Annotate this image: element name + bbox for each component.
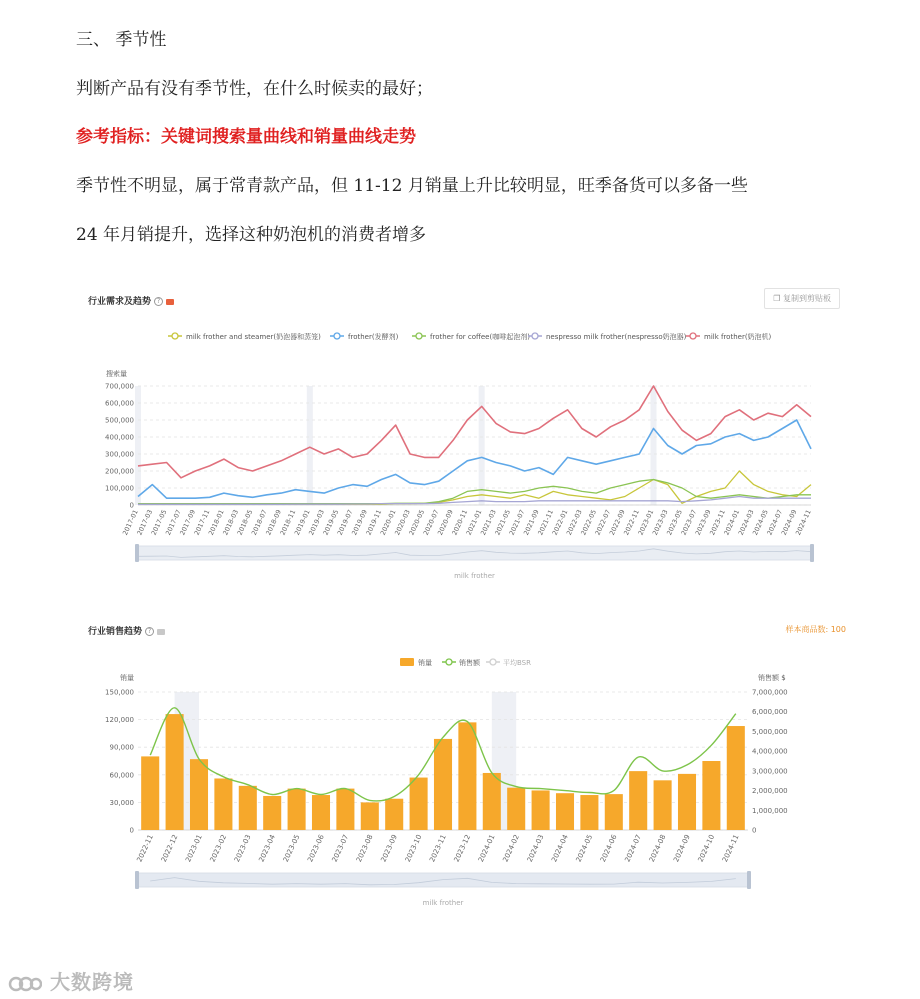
y-tick-label-1: 30,000 — [109, 798, 134, 807]
y2-tick-label-1: 1,000,000 — [752, 806, 788, 815]
y-tick-label-1: 100,000 — [105, 484, 134, 493]
bar-20 — [629, 771, 647, 830]
bar-22 — [678, 774, 696, 830]
legend-label-4: milk frother(奶泡机) — [704, 333, 772, 341]
x-tick-label-10: 2018-09 — [264, 508, 284, 537]
x-tick-label-0: 2022-11 — [135, 833, 156, 864]
x-tick-label-4: 2023-03 — [233, 833, 253, 864]
demand-trend-panel — [76, 288, 846, 588]
y-tick-label-3: 90,000 — [109, 743, 134, 752]
legend-marker-3 — [532, 333, 538, 339]
y2-axis-title: 销售额 $ — [758, 674, 786, 682]
y-axis-title: 销量 — [120, 674, 134, 682]
bar-8 — [336, 789, 354, 830]
y-tick-label-2: 60,000 — [109, 771, 134, 780]
y-tick-label-7: 700,000 — [105, 382, 134, 391]
y-tick-label-0: 0 — [129, 501, 134, 510]
x-tick-label-7: 2018-03 — [221, 508, 241, 537]
zoom-handle-right — [810, 544, 814, 562]
watermark-logo-icon — [8, 973, 42, 995]
x-tick-label-22: 2024-09 — [672, 833, 692, 864]
bar-11 — [410, 778, 428, 830]
bar-0 — [141, 756, 159, 830]
x-tick-label-17: 2019-11 — [364, 508, 384, 537]
x-tick-label-42: 2024-01 — [722, 508, 742, 537]
legend-label-0: milk frother and steamer(奶泡器和蒸笼) — [186, 333, 321, 341]
sales-trend-panel — [76, 615, 846, 915]
y-tick-label-4: 400,000 — [105, 433, 134, 442]
x-tick-label-21: 2020-07 — [421, 508, 441, 537]
x-tick-label-8: 2018-05 — [235, 508, 255, 537]
bar-23 — [702, 761, 720, 830]
bar-21 — [654, 780, 672, 830]
bar-1 — [166, 714, 184, 830]
x-tick-label-18: 2024-05 — [574, 833, 595, 864]
zoom-handle-left — [135, 871, 139, 889]
copy-button-label: 复制到剪贴板 — [783, 294, 831, 303]
x-tick-label-5: 2017-11 — [192, 508, 212, 537]
x-tick-label-23: 2024-10 — [696, 833, 717, 864]
series-line-1 — [138, 420, 811, 498]
bar-3 — [214, 778, 232, 830]
sales-title-text: 行业销售趋势 — [88, 627, 143, 637]
watermark — [8, 966, 134, 995]
x-tick-label-3: 2017-07 — [164, 508, 183, 537]
y-tick-label-5: 500,000 — [105, 416, 134, 425]
y-tick-label-6: 600,000 — [105, 399, 134, 408]
year-band-2 — [479, 386, 485, 505]
x-tick-label-25: 2021-03 — [479, 508, 498, 537]
x-tick-label-2: 2023-01 — [184, 833, 204, 864]
x-tick-label-24: 2024-11 — [721, 833, 741, 864]
x-tick-label-15: 2024-02 — [501, 833, 522, 864]
x-tick-label-17: 2024-04 — [550, 833, 570, 864]
x-tick-label-39: 2023-07 — [679, 508, 699, 537]
legend-marker-sales-volume — [400, 658, 414, 666]
bar-18 — [580, 795, 598, 830]
x-tick-label-43: 2024-03 — [736, 508, 756, 537]
x-tick-label-11: 2023-10 — [403, 833, 424, 864]
help-icon[interactable]: ? — [145, 627, 154, 636]
bar-17 — [556, 793, 574, 830]
x-tick-label-28: 2021-09 — [522, 508, 541, 537]
x-tick-label-32: 2022-05 — [579, 508, 599, 537]
x-tick-label-45: 2024-07 — [765, 508, 785, 537]
x-tick-label-47: 2024-11 — [794, 508, 813, 537]
bar-13 — [458, 722, 476, 830]
x-tick-label-6: 2023-05 — [281, 833, 302, 864]
x-tick-label-46: 2024-09 — [779, 508, 799, 537]
bar-10 — [385, 799, 403, 830]
y-axis-title: 搜索量 — [106, 370, 127, 378]
y2-tick-label-6: 6,000,000 — [752, 708, 788, 717]
legend-label-1: frother(发酵剂) — [348, 333, 399, 341]
bar-7 — [312, 795, 330, 830]
y2-tick-label-5: 5,000,000 — [752, 727, 788, 736]
series-line-4 — [138, 386, 811, 478]
conclusion-line-1: 季节性不明显，属于常青款产品，但 11-12 月销量上升比较明显，旺季备货可以多备一些 — [76, 176, 748, 196]
zoom-handle-right — [747, 871, 751, 889]
bar-19 — [605, 794, 623, 830]
help-icon[interactable]: ? — [154, 297, 163, 306]
legend-marker-bsr — [490, 659, 496, 665]
x-tick-label-16: 2024-03 — [525, 833, 546, 864]
legend-marker-1 — [334, 333, 340, 339]
zoom-handle-left — [135, 544, 139, 562]
x-tick-label-29: 2021-11 — [536, 508, 556, 537]
legend-marker-2 — [416, 333, 422, 339]
bar-6 — [288, 789, 306, 830]
bar-14 — [483, 773, 501, 830]
legend-label-2: frother for coffee(咖啡起泡剂) — [430, 333, 530, 341]
x-tick-label-1: 2017-03 — [135, 508, 155, 537]
legend-label-sales-volume: 销量 — [418, 659, 432, 667]
x-tick-label-6: 2018-01 — [206, 508, 226, 537]
y-tick-label-0: 0 — [129, 826, 134, 835]
x-tick-label-35: 2022-11 — [622, 508, 641, 537]
x-tick-label-41: 2023-11 — [708, 508, 727, 537]
bar-12 — [434, 739, 452, 830]
legend-label-revenue: 销售额 — [459, 659, 480, 667]
x-tick-label-18: 2020-01 — [378, 508, 398, 537]
y2-tick-label-2: 2,000,000 — [752, 787, 788, 796]
x-tick-label-34: 2022-09 — [607, 508, 627, 537]
intro-text: 判断产品有没有季节性，在什么时候卖的最好； — [76, 79, 433, 99]
x-tick-label-21: 2024-08 — [647, 833, 668, 864]
x-tick-label-5: 2023-04 — [257, 833, 278, 864]
y-tick-label-4: 120,000 — [105, 716, 134, 725]
bar-5 — [263, 796, 281, 830]
year-band-0 — [135, 386, 141, 505]
x-tick-label-27: 2021-07 — [507, 508, 527, 537]
y-tick-label-5: 150,000 — [105, 688, 134, 697]
x-tick-label-12: 2019-01 — [292, 508, 312, 537]
copy-icon: ❐ — [773, 294, 783, 303]
conclusion-line-2: 24 年月销提升，选择这种奶泡机的消费者增多 — [76, 225, 427, 245]
sample-count: 样本商品数: 100 — [785, 625, 846, 634]
x-tick-label-36: 2023-01 — [636, 508, 656, 537]
x-tick-label-0: 2017-01 — [121, 508, 140, 537]
x-tick-label-23: 2020-11 — [450, 508, 470, 537]
reference-indicator: 参考指标：关键词搜索量曲线和销量曲线走势 — [76, 127, 416, 147]
legend-marker-0 — [172, 333, 178, 339]
x-tick-label-9: 2018-07 — [249, 508, 269, 537]
x-tick-label-20: 2020-05 — [407, 508, 427, 537]
demand-title-text: 行业需求及趋势 — [88, 297, 152, 307]
x-tick-label-7: 2023-06 — [306, 833, 326, 864]
year-band-1 — [307, 386, 313, 505]
x-tick-label-31: 2022-03 — [564, 508, 584, 537]
demand-line-chart — [76, 288, 846, 588]
x-tick-label-14: 2024-01 — [477, 833, 497, 864]
x-tick-label-10: 2023-09 — [379, 833, 400, 864]
zoom-slider-label: milk frother — [422, 899, 464, 907]
x-tick-label-19: 2024-06 — [599, 833, 619, 864]
x-tick-label-13: 2023-12 — [452, 833, 473, 864]
y2-tick-label-4: 4,000,000 — [752, 747, 788, 756]
bar-16 — [532, 790, 550, 830]
x-tick-label-40: 2023-09 — [693, 508, 713, 537]
x-tick-label-30: 2022-01 — [550, 508, 570, 537]
bar-24 — [727, 726, 745, 830]
bar-15 — [507, 788, 525, 830]
x-tick-label-14: 2019-05 — [321, 508, 341, 537]
legend-label-3: nespresso milk frother(nespresso奶泡器) — [546, 333, 687, 341]
zoom-slider-label: milk frother — [454, 572, 495, 580]
bar-9 — [361, 802, 379, 830]
x-tick-label-26: 2021-05 — [493, 508, 513, 537]
x-tick-label-3: 2023-02 — [208, 833, 229, 864]
x-tick-label-8: 2023-07 — [330, 833, 351, 864]
watermark-text: 大数跨境 — [49, 970, 134, 994]
x-tick-label-38: 2023-05 — [665, 508, 684, 537]
x-tick-label-15: 2019-07 — [335, 508, 355, 537]
y2-tick-label-3: 3,000,000 — [752, 767, 788, 776]
x-tick-label-37: 2023-03 — [650, 508, 670, 537]
x-tick-label-44: 2024-05 — [751, 508, 770, 537]
x-tick-label-2: 2017-05 — [149, 508, 169, 537]
x-tick-label-20: 2024-07 — [623, 833, 644, 864]
legend-marker-4 — [690, 333, 696, 339]
x-tick-label-11: 2018-11 — [278, 508, 298, 537]
x-tick-label-9: 2023-08 — [355, 833, 375, 864]
x-tick-label-1: 2022-12 — [159, 833, 180, 864]
x-tick-label-12: 2023-11 — [428, 833, 448, 864]
x-tick-label-4: 2017-09 — [178, 508, 198, 537]
x-tick-label-13: 2019-03 — [307, 508, 326, 537]
x-tick-label-33: 2022-07 — [593, 508, 613, 537]
sales-bar-chart — [76, 615, 846, 915]
y2-tick-label-7: 7,000,000 — [752, 688, 788, 697]
x-tick-label-19: 2020-03 — [393, 508, 412, 537]
legend-label-bsr: 平均BSR — [503, 659, 531, 667]
bar-2 — [190, 759, 208, 830]
x-tick-label-22: 2020-09 — [436, 508, 455, 537]
y2-tick-label-0: 0 — [752, 826, 757, 835]
x-tick-label-24: 2021-01 — [464, 508, 484, 537]
y-tick-label-2: 200,000 — [105, 467, 134, 476]
bar-4 — [239, 786, 257, 830]
section-heading: 三、 季节性 — [76, 30, 167, 50]
year-band-3 — [650, 386, 656, 505]
y-tick-label-3: 300,000 — [105, 450, 134, 459]
x-tick-label-16: 2019-09 — [350, 508, 369, 537]
legend-marker-revenue — [446, 659, 452, 665]
